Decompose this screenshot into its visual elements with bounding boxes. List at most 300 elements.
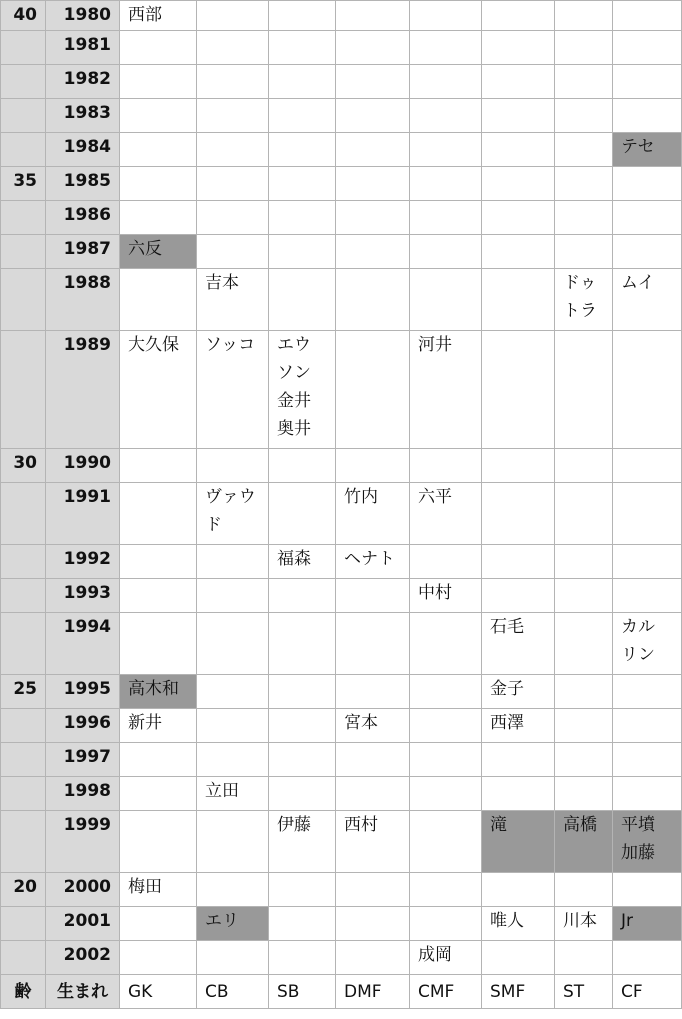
player-cell-cb	[197, 65, 269, 99]
player-cell-cb	[197, 873, 269, 907]
player-name: ソッコ	[205, 335, 256, 355]
table-row	[1, 483, 682, 545]
age-cell	[1, 579, 46, 613]
player-name: 金子	[490, 679, 524, 699]
player-cell-sb	[269, 675, 336, 709]
age-cell	[1, 235, 46, 269]
player-cell-smf	[482, 133, 555, 167]
player-cell-gk	[120, 873, 197, 907]
birth-year-cell: 1996	[46, 709, 120, 743]
player-cell-gk	[120, 709, 197, 743]
player-cell-cf	[613, 777, 682, 811]
player-cell-smf	[482, 579, 555, 613]
table-row	[1, 941, 682, 975]
player-name: 唯人	[490, 911, 524, 931]
player-cell-smf	[482, 743, 555, 777]
player-cell-cmf	[410, 907, 482, 941]
player-cell-sb	[269, 99, 336, 133]
player-name: トラ	[563, 301, 597, 321]
birth-year-column-label: 生まれ	[46, 975, 120, 1009]
birth-year-cell: 2001	[46, 907, 120, 941]
position-label-cf: CF	[613, 975, 682, 1009]
table-row	[1, 545, 682, 579]
birth-year-cell: 1998	[46, 777, 120, 811]
player-name: Jr	[621, 911, 634, 931]
player-cell-gk	[120, 545, 197, 579]
player-cell-st	[555, 941, 613, 975]
player-cell-st	[555, 579, 613, 613]
player-cell-cmf	[410, 675, 482, 709]
player-cell-smf	[482, 201, 555, 235]
player-cell-cb	[197, 99, 269, 133]
player-cell-cf	[613, 449, 682, 483]
birth-year-cell: 1994	[46, 613, 120, 675]
player-cell-cb	[197, 167, 269, 201]
player-cell-cb	[197, 579, 269, 613]
table-row	[1, 65, 682, 99]
player-cell-cmf	[410, 873, 482, 907]
player-cell-sb	[269, 483, 336, 545]
player-cell-smf	[482, 873, 555, 907]
player-cell-cmf	[410, 269, 482, 331]
player-name: ドゥ	[563, 273, 597, 293]
age-cell: 20	[1, 873, 46, 907]
player-cell-cf	[613, 675, 682, 709]
player-cell-sb	[269, 907, 336, 941]
player-cell-cb	[197, 941, 269, 975]
birth-year-cell: 1986	[46, 201, 120, 235]
player-cell-st	[555, 269, 613, 331]
age-cell	[1, 743, 46, 777]
player-cell-sb	[269, 777, 336, 811]
position-label-sb: SB	[269, 975, 336, 1009]
age-cell	[1, 777, 46, 811]
player-cell-cb	[197, 907, 269, 941]
age-cell	[1, 99, 46, 133]
player-cell-gk	[120, 235, 197, 269]
table-row	[1, 201, 682, 235]
player-cell-dmf	[336, 65, 410, 99]
player-cell-cmf	[410, 1, 482, 31]
player-name: 成岡	[418, 945, 452, 965]
player-cell-smf	[482, 613, 555, 675]
birth-year-cell: 1989	[46, 331, 120, 449]
player-name: 福森	[277, 549, 311, 569]
player-cell-st	[555, 709, 613, 743]
table-row	[1, 133, 682, 167]
position-label-cb: CB	[197, 975, 269, 1009]
player-cell-gk	[120, 907, 197, 941]
player-name: 奥井	[277, 419, 311, 439]
player-cell-dmf	[336, 873, 410, 907]
player-name: テセ	[621, 137, 655, 157]
age-cell	[1, 65, 46, 99]
player-cell-gk	[120, 675, 197, 709]
player-cell-smf	[482, 167, 555, 201]
player-cell-sb	[269, 1, 336, 31]
table-row	[1, 579, 682, 613]
player-name: ヴァウ	[205, 487, 256, 507]
player-cell-dmf	[336, 331, 410, 449]
birth-year-cell: 1991	[46, 483, 120, 545]
player-cell-cmf	[410, 777, 482, 811]
position-header-row	[1, 975, 682, 1009]
birth-year-cell: 1995	[46, 675, 120, 709]
player-name: 六平	[418, 487, 452, 507]
player-cell-cmf	[410, 331, 482, 449]
player-cell-cf	[613, 269, 682, 331]
player-cell-cb	[197, 235, 269, 269]
player-cell-st	[555, 31, 613, 65]
player-name: 吉本	[205, 273, 239, 293]
player-cell-smf	[482, 907, 555, 941]
player-cell-smf	[482, 331, 555, 449]
player-name: 六反	[128, 239, 162, 259]
birth-year-cell: 2002	[46, 941, 120, 975]
player-cell-dmf	[336, 31, 410, 65]
age-cell	[1, 613, 46, 675]
player-cell-cb	[197, 613, 269, 675]
birth-year-cell: 1990	[46, 449, 120, 483]
player-cell-st	[555, 331, 613, 449]
player-cell-cf	[613, 65, 682, 99]
player-cell-gk	[120, 99, 197, 133]
table-row	[1, 675, 682, 709]
player-name: 金井	[277, 391, 311, 411]
player-cell-cmf	[410, 99, 482, 133]
player-cell-cb	[197, 449, 269, 483]
player-cell-smf	[482, 709, 555, 743]
age-cell	[1, 269, 46, 331]
player-cell-dmf	[336, 811, 410, 873]
birth-year-cell: 1999	[46, 811, 120, 873]
player-cell-cmf	[410, 449, 482, 483]
age-cell: 40	[1, 1, 46, 31]
player-cell-dmf	[336, 269, 410, 331]
age-cell: 30	[1, 449, 46, 483]
player-cell-smf	[482, 675, 555, 709]
player-cell-gk	[120, 167, 197, 201]
player-cell-dmf	[336, 613, 410, 675]
player-cell-st	[555, 675, 613, 709]
player-cell-dmf	[336, 99, 410, 133]
player-cell-gk	[120, 133, 197, 167]
player-cell-st	[555, 235, 613, 269]
player-cell-dmf	[336, 1, 410, 31]
player-cell-cmf	[410, 811, 482, 873]
player-cell-cb	[197, 483, 269, 545]
player-cell-sb	[269, 331, 336, 449]
player-cell-cmf	[410, 133, 482, 167]
table-row	[1, 811, 682, 873]
player-cell-cf	[613, 579, 682, 613]
player-cell-gk	[120, 1, 197, 31]
player-cell-cb	[197, 269, 269, 331]
player-cell-smf	[482, 99, 555, 133]
player-cell-cmf	[410, 709, 482, 743]
player-cell-sb	[269, 579, 336, 613]
player-name: リン	[621, 645, 655, 665]
player-cell-cb	[197, 331, 269, 449]
player-cell-sb	[269, 65, 336, 99]
player-cell-cb	[197, 743, 269, 777]
player-cell-dmf	[336, 941, 410, 975]
player-cell-gk	[120, 483, 197, 545]
age-cell: 25	[1, 675, 46, 709]
player-name: 高橋	[563, 815, 597, 835]
player-cell-dmf	[336, 675, 410, 709]
player-cell-smf	[482, 811, 555, 873]
player-cell-sb	[269, 743, 336, 777]
age-cell	[1, 941, 46, 975]
player-cell-gk	[120, 941, 197, 975]
position-label-smf: SMF	[482, 975, 555, 1009]
player-name: 新井	[128, 713, 162, 733]
player-cell-cb	[197, 545, 269, 579]
player-cell-gk	[120, 331, 197, 449]
table-body	[1, 1, 682, 975]
player-cell-dmf	[336, 907, 410, 941]
age-cell	[1, 133, 46, 167]
player-cell-sb	[269, 709, 336, 743]
player-cell-gk	[120, 449, 197, 483]
player-cell-dmf	[336, 545, 410, 579]
player-name: 大久保	[128, 335, 179, 355]
player-name: 滝	[490, 815, 507, 835]
table-row	[1, 31, 682, 65]
age-cell	[1, 483, 46, 545]
player-cell-st	[555, 133, 613, 167]
age-cell: 35	[1, 167, 46, 201]
player-cell-cf	[613, 709, 682, 743]
player-cell-gk	[120, 201, 197, 235]
table-row	[1, 331, 682, 449]
player-name: 立田	[205, 781, 239, 801]
birth-year-cell: 1985	[46, 167, 120, 201]
player-name: エリ	[205, 911, 239, 931]
player-cell-sb	[269, 167, 336, 201]
player-name: 川本	[563, 911, 597, 931]
player-cell-dmf	[336, 235, 410, 269]
table-row	[1, 167, 682, 201]
player-cell-sb	[269, 449, 336, 483]
player-cell-cmf	[410, 31, 482, 65]
player-cell-cf	[613, 133, 682, 167]
player-cell-gk	[120, 777, 197, 811]
player-name: 中村	[418, 583, 452, 603]
table-row	[1, 269, 682, 331]
player-cell-st	[555, 811, 613, 873]
player-cell-cmf	[410, 235, 482, 269]
player-name: ド	[205, 515, 222, 535]
player-cell-cb	[197, 777, 269, 811]
player-cell-dmf	[336, 777, 410, 811]
player-cell-smf	[482, 1, 555, 31]
birth-year-cell: 1993	[46, 579, 120, 613]
player-cell-cf	[613, 1, 682, 31]
player-cell-cb	[197, 133, 269, 167]
age-cell	[1, 709, 46, 743]
player-cell-st	[555, 167, 613, 201]
player-name: ヘナト	[344, 549, 395, 569]
player-cell-smf	[482, 235, 555, 269]
player-cell-cmf	[410, 579, 482, 613]
player-cell-gk	[120, 613, 197, 675]
age-cell	[1, 201, 46, 235]
age-cell	[1, 31, 46, 65]
player-cell-cb	[197, 709, 269, 743]
player-cell-dmf	[336, 483, 410, 545]
player-name: 平墳	[621, 815, 655, 835]
player-cell-sb	[269, 201, 336, 235]
player-cell-cb	[197, 675, 269, 709]
player-cell-gk	[120, 65, 197, 99]
player-cell-st	[555, 99, 613, 133]
birth-year-cell: 1982	[46, 65, 120, 99]
birth-year-cell: 1981	[46, 31, 120, 65]
player-cell-dmf	[336, 579, 410, 613]
player-name: 河井	[418, 335, 452, 355]
player-cell-st	[555, 201, 613, 235]
player-cell-cmf	[410, 483, 482, 545]
table-row	[1, 449, 682, 483]
player-cell-sb	[269, 235, 336, 269]
age-column-label: 齢	[1, 975, 46, 1009]
player-name: 宮本	[344, 713, 378, 733]
player-cell-cb	[197, 811, 269, 873]
player-cell-cf	[613, 167, 682, 201]
player-cell-sb	[269, 269, 336, 331]
player-name: 西部	[128, 5, 162, 25]
player-name: 伊藤	[277, 815, 311, 835]
player-cell-smf	[482, 31, 555, 65]
birth-year-cell: 1988	[46, 269, 120, 331]
player-cell-gk	[120, 31, 197, 65]
player-cell-st	[555, 1, 613, 31]
player-cell-cf	[613, 31, 682, 65]
player-cell-cf	[613, 811, 682, 873]
player-cell-sb	[269, 133, 336, 167]
player-name: 加藤	[621, 843, 655, 863]
player-cell-st	[555, 743, 613, 777]
player-cell-cf	[613, 613, 682, 675]
player-cell-cmf	[410, 743, 482, 777]
player-cell-dmf	[336, 201, 410, 235]
player-cell-gk	[120, 743, 197, 777]
player-cell-cmf	[410, 545, 482, 579]
birth-year-cell: 1992	[46, 545, 120, 579]
player-cell-gk	[120, 269, 197, 331]
table-row	[1, 907, 682, 941]
player-cell-smf	[482, 941, 555, 975]
player-cell-cf	[613, 545, 682, 579]
player-cell-cf	[613, 907, 682, 941]
position-label-dmf: DMF	[336, 975, 410, 1009]
position-label-st: ST	[555, 975, 613, 1009]
table-row	[1, 873, 682, 907]
age-cell	[1, 907, 46, 941]
player-cell-smf	[482, 483, 555, 545]
player-cell-cmf	[410, 613, 482, 675]
table-row	[1, 235, 682, 269]
table-row	[1, 613, 682, 675]
age-cell	[1, 545, 46, 579]
player-cell-cmf	[410, 167, 482, 201]
player-cell-cf	[613, 235, 682, 269]
player-cell-st	[555, 449, 613, 483]
player-name: 西村	[344, 815, 378, 835]
player-cell-smf	[482, 65, 555, 99]
player-cell-cb	[197, 201, 269, 235]
player-cell-st	[555, 907, 613, 941]
player-cell-dmf	[336, 743, 410, 777]
player-cell-sb	[269, 31, 336, 65]
player-name: 石毛	[490, 617, 524, 637]
player-name: エウ	[277, 335, 311, 355]
player-cell-st	[555, 613, 613, 675]
birth-year-cell: 1980	[46, 1, 120, 31]
player-cell-smf	[482, 449, 555, 483]
age-cell	[1, 811, 46, 873]
player-cell-cf	[613, 743, 682, 777]
player-cell-smf	[482, 545, 555, 579]
position-label-cmf: CMF	[410, 975, 482, 1009]
player-cell-cf	[613, 201, 682, 235]
age-cell	[1, 331, 46, 449]
table-row	[1, 709, 682, 743]
player-cell-dmf	[336, 709, 410, 743]
player-cell-cf	[613, 99, 682, 133]
player-cell-sb	[269, 811, 336, 873]
position-label-gk: GK	[120, 975, 197, 1009]
player-cell-st	[555, 777, 613, 811]
birth-year-cell: 1997	[46, 743, 120, 777]
player-cell-cf	[613, 483, 682, 545]
birth-year-cell: 2000	[46, 873, 120, 907]
player-cell-smf	[482, 777, 555, 811]
birth-year-cell: 1984	[46, 133, 120, 167]
player-name: 西澤	[490, 713, 524, 733]
player-cell-dmf	[336, 449, 410, 483]
player-cell-cmf	[410, 65, 482, 99]
player-cell-sb	[269, 545, 336, 579]
player-cell-sb	[269, 873, 336, 907]
player-cell-cf	[613, 941, 682, 975]
birth-year-cell: 1987	[46, 235, 120, 269]
player-cell-smf	[482, 269, 555, 331]
player-name: 竹内	[344, 487, 378, 507]
player-name: 高木和	[128, 679, 179, 699]
player-cell-cmf	[410, 201, 482, 235]
player-cell-st	[555, 483, 613, 545]
player-cell-cb	[197, 31, 269, 65]
player-cell-st	[555, 873, 613, 907]
table-row	[1, 1, 682, 31]
player-cell-sb	[269, 941, 336, 975]
player-cell-cf	[613, 331, 682, 449]
player-name: カル	[621, 617, 655, 637]
player-name: ムイ	[621, 273, 655, 293]
player-cell-st	[555, 65, 613, 99]
player-name: 梅田	[128, 877, 162, 897]
table-row	[1, 743, 682, 777]
player-cell-gk	[120, 811, 197, 873]
player-cell-dmf	[336, 167, 410, 201]
player-cell-dmf	[336, 133, 410, 167]
player-cell-gk	[120, 579, 197, 613]
player-name: ソン	[277, 363, 311, 383]
birth-year-cell: 1983	[46, 99, 120, 133]
